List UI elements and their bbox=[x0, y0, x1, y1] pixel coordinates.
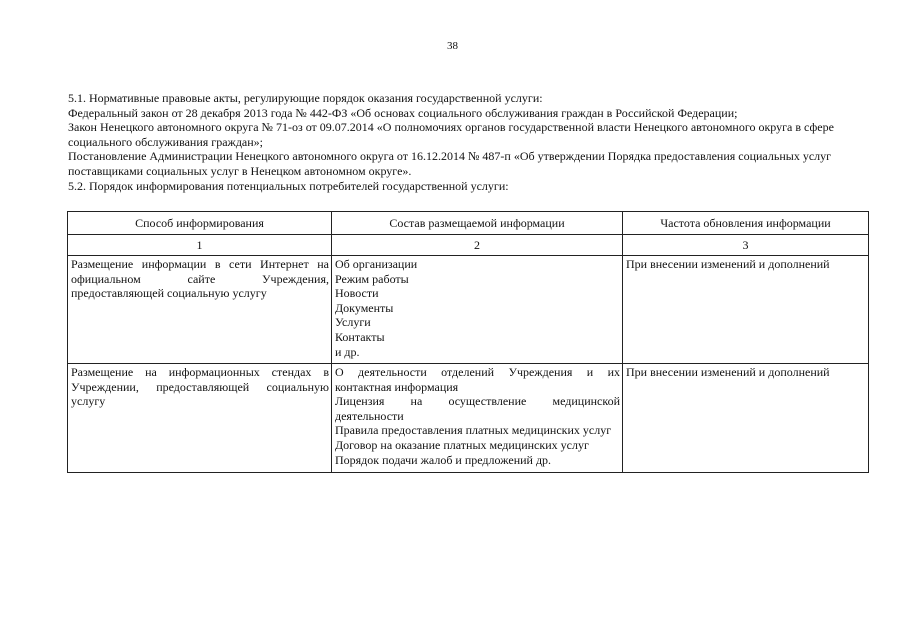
content-item: О деятельности отделений Учреждения и их контактная информация bbox=[335, 365, 620, 394]
table-row bbox=[68, 256, 869, 364]
content-item: Новости bbox=[335, 286, 379, 301]
intro-line: Федеральный закон от 28 декабря 2013 года № 442-ФЗ «Об основах социального обслуживания граждан в Российской Федерации; bbox=[68, 105, 738, 120]
header-frequency: Частота обновления информации bbox=[623, 212, 869, 235]
content-item: Об организации bbox=[335, 257, 418, 271]
content-item: Контакты bbox=[335, 329, 385, 344]
content-item: Документы bbox=[335, 300, 394, 315]
content-item: Договор на оказание платных медицинских услуг bbox=[335, 437, 589, 452]
content-item: Услуги bbox=[335, 315, 371, 330]
table-header-row bbox=[68, 212, 869, 235]
header-method: Способ информирования bbox=[68, 212, 332, 235]
content-item: Лицензия на осуществление медицинской деятельности bbox=[335, 394, 620, 423]
content-item: и др. bbox=[335, 344, 360, 359]
intro-line: 5.1. Нормативные правовые акты, регулирующие порядок оказания государственной услуги: bbox=[68, 91, 543, 105]
table-row bbox=[68, 364, 869, 473]
column-number-row bbox=[68, 235, 869, 256]
content-cell bbox=[332, 256, 623, 364]
method-cell: Размещение на информационных стендах в Учреждении, предоставляющей социальную услугу bbox=[68, 364, 332, 473]
intro-line: Постановление Администрации Ненецкого автономного округа от 16.12.2014 № 487-п «Об утверждении Порядка предоставления социальных услуг поставщиками социальных услуг в Ненецком автономном округе». bbox=[68, 149, 832, 178]
intro-text bbox=[68, 91, 868, 193]
content-cell bbox=[332, 364, 623, 473]
content-item: Правила предоставления платных медицинских услуг bbox=[335, 423, 612, 438]
column-number: 1 bbox=[68, 235, 332, 256]
method-cell: Размещение информации в сети Интернет на официальном сайте Учреждения, предоставляющей социальную услугу bbox=[68, 256, 332, 364]
information-table bbox=[67, 211, 869, 473]
frequency-cell: При внесении изменений и дополнений bbox=[623, 256, 869, 364]
column-number: 2 bbox=[332, 235, 623, 256]
intro-line: 5.2. Порядок информирования потенциальных потребителей государственной услуги: bbox=[68, 178, 509, 193]
page-number: 38 bbox=[447, 40, 458, 52]
content-item: Порядок подачи жалоб и предложений др. bbox=[335, 452, 552, 467]
header-content: Состав размещаемой информации bbox=[332, 212, 623, 235]
intro-line: Закон Ненецкого автономного округа № 71-оз от 09.07.2014 «О полномочиях органов государственной власти Ненецкого автономного округа в сфере социального обслуживания граждан»; bbox=[68, 120, 834, 149]
column-number: 3 bbox=[623, 235, 869, 256]
frequency-cell: При внесении изменений и дополнений bbox=[623, 364, 869, 473]
content-item: Режим работы bbox=[335, 271, 409, 286]
